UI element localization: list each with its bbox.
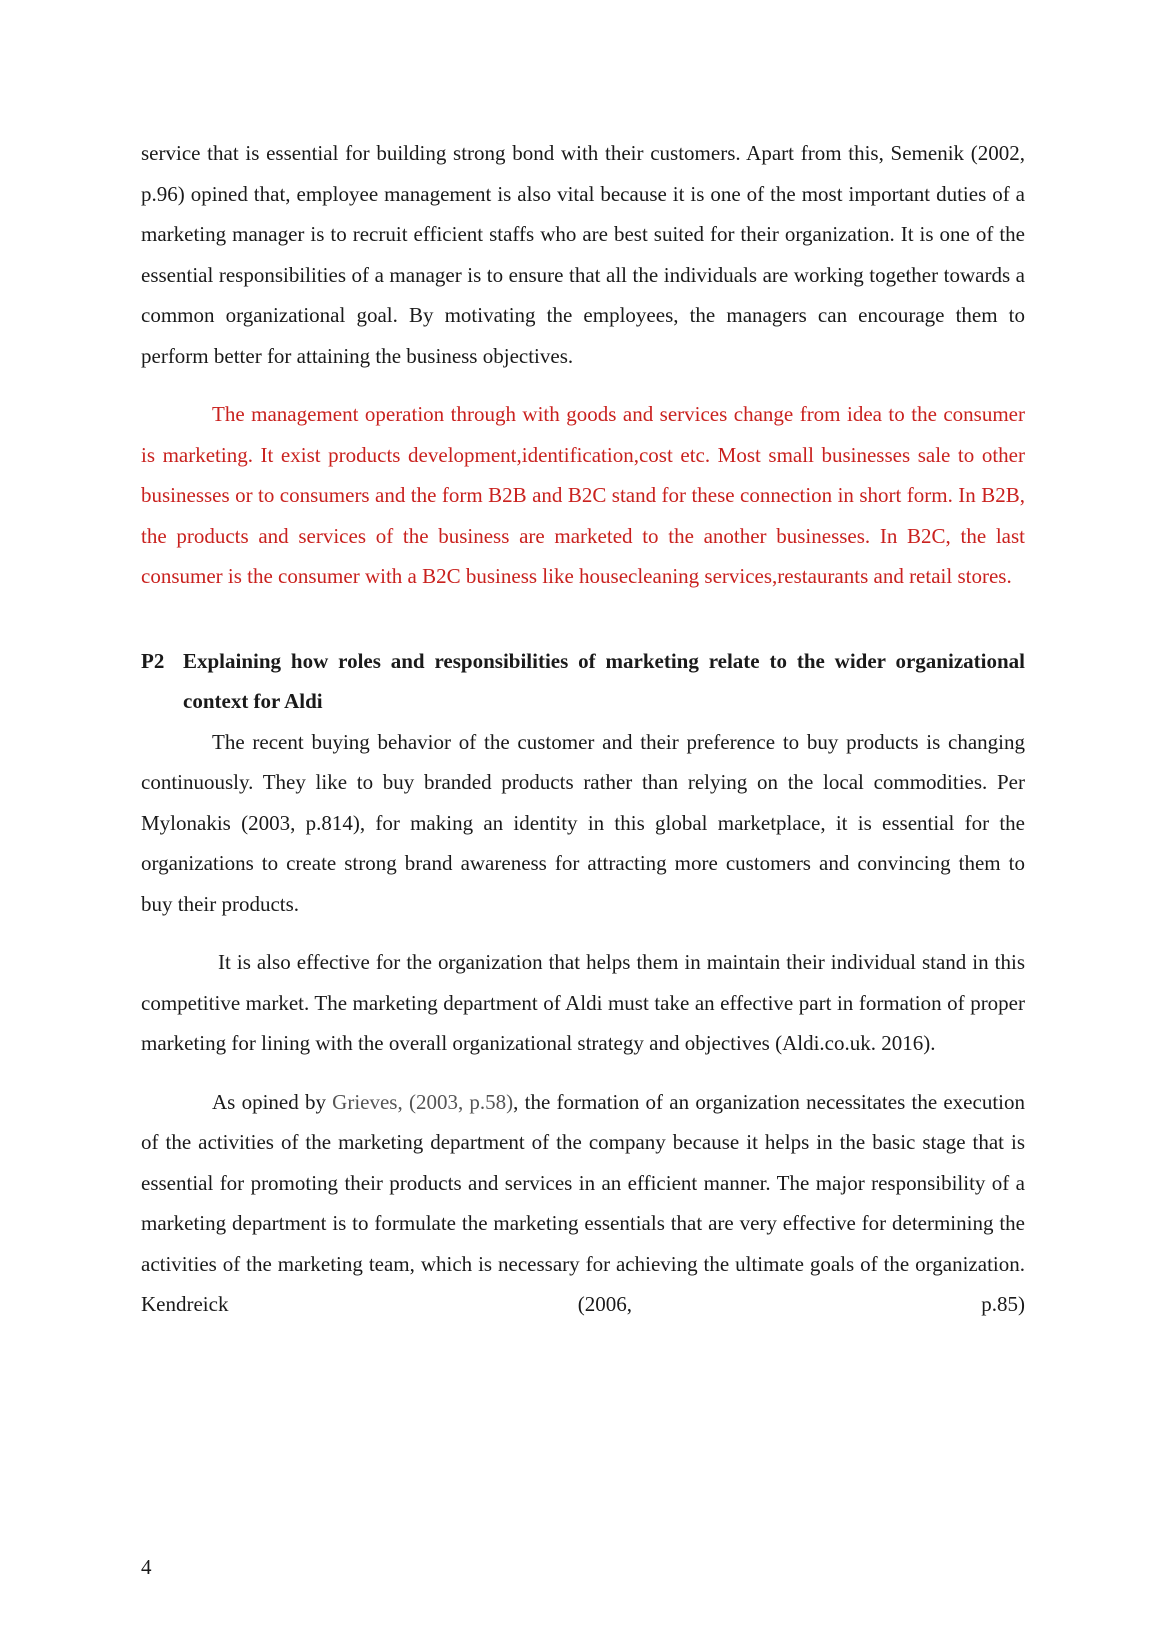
page-number: 4 (141, 1555, 152, 1579)
body-paragraph-5 (141, 1082, 1025, 1325)
section-heading-number: P2 (141, 648, 165, 673)
section-heading-p2 (141, 641, 1025, 722)
body-paragraph-3: The recent buying behavior of the customer and their preference to buy products is changing continuously. They like to buy branded products rather than relying on the local commodities. Per Mylonakis (2003, p.814), for making an identity in this global marketplace, it is essential for the organizations to create strong brand awareness for attracting more customers and convincing them to buy their products. (141, 729, 1025, 916)
citation-grieves: Grieves, (2003, p.58) (332, 1089, 514, 1114)
section-heading-text: Explaining how roles and responsibilities of marketing relate to the wider organizational context for Aldi (183, 648, 1025, 713)
paragraph-5-lead: As opined by (212, 1089, 333, 1114)
body-paragraph-4: It is also effective for the organization that helps them in maintain their individual stand in this competitive market. The marketing department of Aldi must take an effective part in formation of proper marketing for lining with the overall organizational strategy and objectives (Aldi.co.uk. 2016). (141, 950, 1031, 1055)
body-paragraph-2-red: The management operation through with goods and services change from idea to the consumer is marketing. It exist products development,identification,cost etc. Most small businesses sale to other businesses or to consumers and the form B2B and B2C stand for these connection in short form. In B2B, the products and services of the business are marketed to the another businesses. In B2C, the last consumer is the consumer with a B2C business like housecleaning services,restaurants and retail stores. (141, 402, 1025, 588)
paragraph-5-body: , the formation of an organization necessitates the execution of the activities of the marketing department of the company because it helps in the basic stage that is essential for promoting their products and services in an efficient manner. The major responsibility of a marketing department is to formulate the marketing essentials that are very effective for determining the activities of the marketing team, which is necessary for achieving the ultimate goals of the organization. Kendreick (2006, p.85) (141, 1089, 1025, 1316)
body-paragraph-1: service that is essential for building strong bond with their customers. Apart from this, Semenik (2002, p.96) opined that, employee management is also vital because it is one of the most important duties of a marketing manager is to recruit efficient staffs who are best suited for their organization. It is one of the essential responsibilities of a manager is to ensure that all the individuals are working together towards a common organizational goal. By motivating the employees, the managers can encourage them to perform better for attaining the business objectives. (141, 141, 1025, 368)
document-page (141, 133, 1031, 1325)
